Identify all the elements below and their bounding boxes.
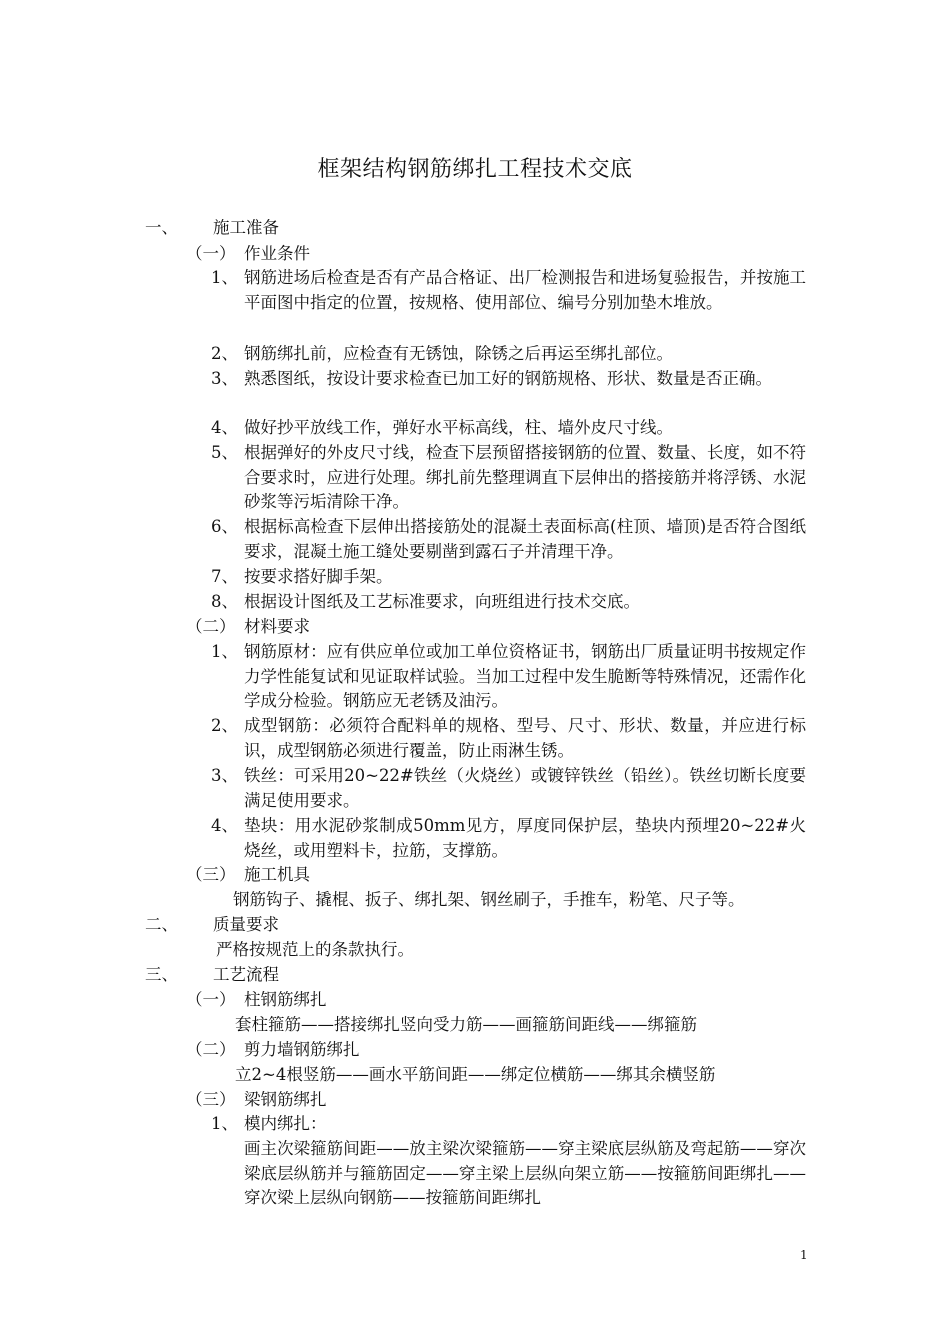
subsection-number: （二） <box>186 617 236 636</box>
list-item-heading <box>0 1112 950 1136</box>
column-flow-text: 套柱箍筋——搭接绑扎竖向受力筋——画箍筋间距线——绑箍筋 <box>235 1015 697 1034</box>
item-number: 3、 <box>211 369 238 388</box>
subsection-1-3-heading <box>0 863 950 887</box>
document-title: 框架结构钢筋绑扎工程技术交底 <box>317 157 633 182</box>
item-number: 2、 <box>211 716 238 735</box>
subsection-title: 材料要求 <box>244 617 310 636</box>
section-title: 工艺流程 <box>213 965 279 984</box>
section-3-heading <box>0 963 950 987</box>
item-text: 根据标高检查下层伸出搭接筋处的混凝土表面标高(柱顶、墙顶)是否符合图纸要求，混凝土施工缝处要剔凿到露石子并清理干净。 <box>244 517 806 561</box>
subsection-number: （一） <box>186 244 236 263</box>
item-number: 6、 <box>211 517 238 536</box>
item-text: 钢筋原材：应有供应单位或加工单位资格证书，钢筋出厂质量证明书按规定作力学性能复试和见证取样试验。当加工过程中发生脆断等特殊情况，还需作化学成分检验。钢筋应无老锈及油污。 <box>244 642 806 710</box>
item-text: 熟悉图纸，按设计要求检查已加工好的钢筋规格、形状、数量是否正确。 <box>244 369 772 388</box>
section-number: 一、 <box>145 218 178 237</box>
item-number: 5、 <box>211 443 238 462</box>
subsection-number: （一） <box>186 990 236 1009</box>
section-1-heading <box>0 216 950 240</box>
subsection-3-3-heading <box>0 1088 950 1112</box>
item-number: 1、 <box>211 642 238 661</box>
item-text: 钢筋绑扎前，应检查有无锈蚀，除锈之后再运至绑扎部位。 <box>244 344 673 363</box>
subsection-title: 剪力墙钢筋绑扎 <box>244 1040 360 1059</box>
subsection-1-2-heading <box>0 615 950 639</box>
item-text: 做好抄平放线工作，弹好水平标高线，柱、墙外皮尺寸线。 <box>244 418 673 437</box>
subsection-number: （二） <box>186 1040 236 1059</box>
beam-flow-text: 画主次梁箍筋间距——放主梁次梁箍筋——穿主梁底层纵筋及弯起筋——穿次梁底层纵筋并与箍筋固定——穿主梁上层纵向架立筋——按箍筋间距绑扎——穿次梁上层纵向钢筋——按箍筋间距绑扎 <box>244 1139 806 1207</box>
item-number: 1、 <box>211 268 238 287</box>
item-text: 铁丝：可采用20~22#铁丝（火烧丝）或镀锌铁丝（铅丝）。铁丝切断长度要满足使用要求。 <box>244 766 806 810</box>
item-text: 按要求搭好脚手架。 <box>244 567 393 586</box>
subsection-number: （三） <box>186 865 236 884</box>
subsection-3-1-heading <box>0 988 950 1012</box>
subsection-title: 作业条件 <box>244 244 310 263</box>
tools-text: 钢筋钩子、撬棍、扳子、绑扎架、钢丝刷子，手推车，粉笔、尺子等。 <box>233 890 745 909</box>
section-2-heading <box>0 913 950 937</box>
section-title: 质量要求 <box>213 915 279 934</box>
item-text: 成型钢筋：必须符合配料单的规格、型号、尺寸、形状、数量，并应进行标识，成型钢筋必须进行覆盖，防止雨淋生锈。 <box>244 716 806 760</box>
subsection-title: 梁钢筋绑扎 <box>244 1090 327 1109</box>
item-title: 模内绑扎： <box>244 1114 327 1133</box>
item-number: 3、 <box>211 766 238 785</box>
item-text: 根据弹好的外皮尺寸线，检查下层预留搭接钢筋的位置、数量、长度，如不符合要求时，应进行处理。绑扎前先整理调直下层伸出的搭接筋并将浮锈、水泥砂浆等污垢清除干净。 <box>244 443 806 511</box>
subsection-number: （三） <box>186 1090 236 1109</box>
item-number: 1、 <box>211 1114 238 1133</box>
subsection-3-2-heading <box>0 1038 950 1062</box>
item-number: 7、 <box>211 567 238 586</box>
section-number: 三、 <box>145 965 178 984</box>
subsection-title: 柱钢筋绑扎 <box>244 990 327 1009</box>
item-number: 8、 <box>211 592 238 611</box>
item-text: 钢筋进场后检查是否有产品合格证、出厂检测报告和进场复验报告，并按施工平面图中指定的位置，按规格、使用部位、编号分别加垫木堆放。 <box>244 268 806 312</box>
page-number: 1 <box>800 1248 808 1262</box>
quality-text: 严格按规范上的条款执行。 <box>216 940 414 959</box>
item-number: 4、 <box>211 418 238 437</box>
section-number: 二、 <box>145 915 178 934</box>
item-number: 2、 <box>211 344 238 363</box>
wall-flow-text: 立2~4根竖筋——画水平筋间距——绑定位横筋——绑其余横竖筋 <box>235 1065 716 1084</box>
item-text: 垫块：用水泥砂浆制成50mm见方，厚度同保护层，垫块内预埋20~22#火烧丝，或用塑料卡，拉筋，支撑筋。 <box>244 816 806 860</box>
section-title: 施工准备 <box>213 218 279 237</box>
item-number: 4、 <box>211 816 238 835</box>
item-text: 根据设计图纸及工艺标准要求，向班组进行技术交底。 <box>244 592 640 611</box>
subsection-title: 施工机具 <box>244 865 310 884</box>
subsection-1-1-heading <box>0 242 950 266</box>
